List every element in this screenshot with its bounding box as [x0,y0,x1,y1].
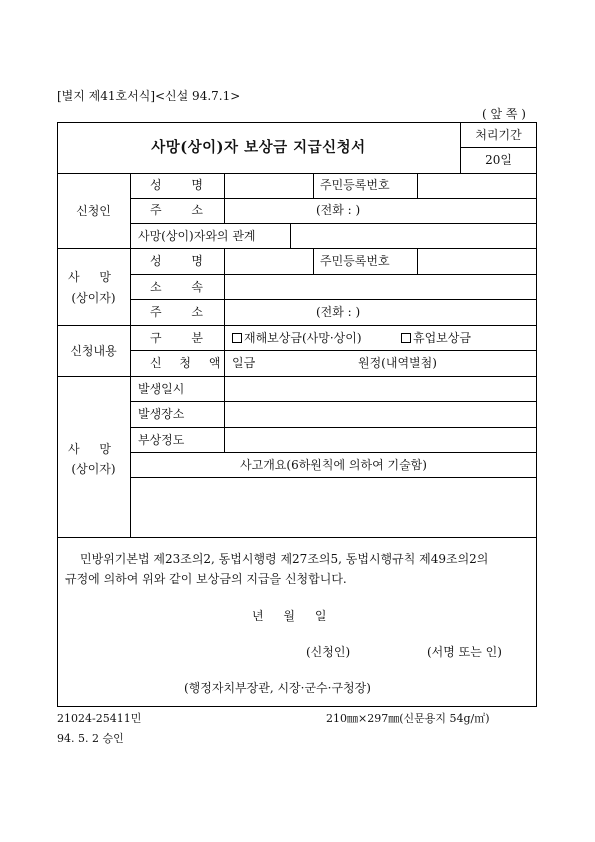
rule [57,173,537,174]
incident-injury-field[interactable] [226,429,535,450]
rule [224,248,225,325]
rule [130,427,537,428]
rule [313,248,314,274]
incident-section-sublabel: (상이자) [71,462,116,476]
applicant-relation-field[interactable] [292,225,535,246]
incident-summary-field[interactable] [132,479,535,535]
processing-period-label: 처리기간 [475,128,522,142]
applicant-name-sign-field[interactable] [352,640,422,662]
rule [57,325,537,326]
applicant-ssn-label: 주민등록번호 [320,178,390,192]
incident-date-field[interactable] [226,378,535,399]
rule [57,537,537,538]
rule [224,376,225,452]
applicant-section-label: 신청인 [76,204,111,218]
deceased-ssn-field[interactable] [419,250,535,272]
option-disaster-compensation-label: 재해보상금(사망·상이) [244,331,362,345]
applicant-relation-label: 사망(상이)자와의 관계 [138,229,256,243]
request-section-label: 신청내용 [70,344,117,358]
applicant-phone-label: (전화 : ) [316,203,361,217]
checkbox-icon[interactable] [401,333,411,343]
applicant-name-label: 성 명 [150,178,216,192]
applicant-name-field[interactable] [226,175,311,196]
incident-section-label: 사 망 [68,442,119,456]
deceased-address-field[interactable] [226,301,535,323]
applicant-address-field[interactable] [226,200,535,221]
option-leave-compensation[interactable] [401,332,471,344]
signature-or-seal-label: (서명 또는 인) [427,645,502,659]
rule [130,274,537,275]
incident-place-field[interactable] [226,403,535,425]
rule [313,173,314,198]
deceased-ssn-label: 주민등록번호 [320,254,390,268]
request-category-label: 구 분 [150,331,216,345]
rule [417,173,418,198]
incident-injury-label: 부상정도 [138,433,185,447]
request-amount-label: 신 청 액 [150,356,228,370]
declaration-line-2: 규정에 의하여 위와 같이 보상금의 지급을 신청합니다. [65,572,347,586]
page-side-label: ( 앞 쪽 ) [482,107,526,121]
deceased-affiliation-field[interactable] [226,276,535,297]
incident-summary-label: 사고개요(6하원칙에 의하여 기술함) [240,458,427,472]
applicant-signature-label: (신청인) [306,645,351,659]
option-leave-compensation-label: 휴업보상금 [413,331,471,345]
processing-period-value: 20일 [485,153,512,167]
form-code: 21024-25411민 [57,712,142,725]
rule [224,173,225,223]
paper-spec: 210㎜×297㎜(신문용지 54g/㎡) [326,712,490,725]
amount-suffix: 원정(내역별첨) [358,356,437,370]
deceased-affiliation-label: 소 속 [150,280,216,294]
declaration-line-1: 민방위기본법 제23조의2, 동법시행령 제27조의5, 동법시행규칙 제49조의2의 [80,552,489,566]
option-disaster-compensation[interactable] [232,332,362,344]
amount-field[interactable] [262,352,354,374]
rule [57,248,537,249]
rule [130,401,537,402]
form-number: [별지 제41호서식]<신설 94.7.1> [57,89,241,103]
deceased-address-label: 주 소 [150,305,216,319]
rule [130,452,537,453]
declaration-date: 년 월 일 [252,609,335,623]
rule [130,198,537,199]
rule [130,223,537,224]
rule [130,299,537,300]
deceased-name-label: 성 명 [150,254,216,268]
applicant-address-label: 주 소 [150,203,216,217]
form-title: 사망(상이)자 보상금 지급신청서 [151,139,366,156]
rule [290,223,291,248]
incident-date-label: 발생일시 [138,382,185,396]
applicant-ssn-field[interactable] [419,175,535,196]
rule [130,350,537,351]
addressee: (행정자치부장관, 시장·군수·구청장) [184,681,371,695]
rule [130,173,131,537]
rule [460,147,537,148]
rule [417,248,418,274]
rule [57,376,537,377]
amount-prefix: 일금 [232,356,256,370]
deceased-phone-label: (전화 : ) [316,305,361,319]
deceased-name-field[interactable] [226,250,311,272]
approval-date: 94. 5. 2 승인 [57,732,124,745]
incident-place-label: 발생장소 [138,407,185,421]
checkbox-icon[interactable] [232,333,242,343]
rule [130,477,537,478]
deceased-section-sublabel: (상이자) [71,291,116,305]
deceased-section-label: 사 망 [68,270,119,284]
